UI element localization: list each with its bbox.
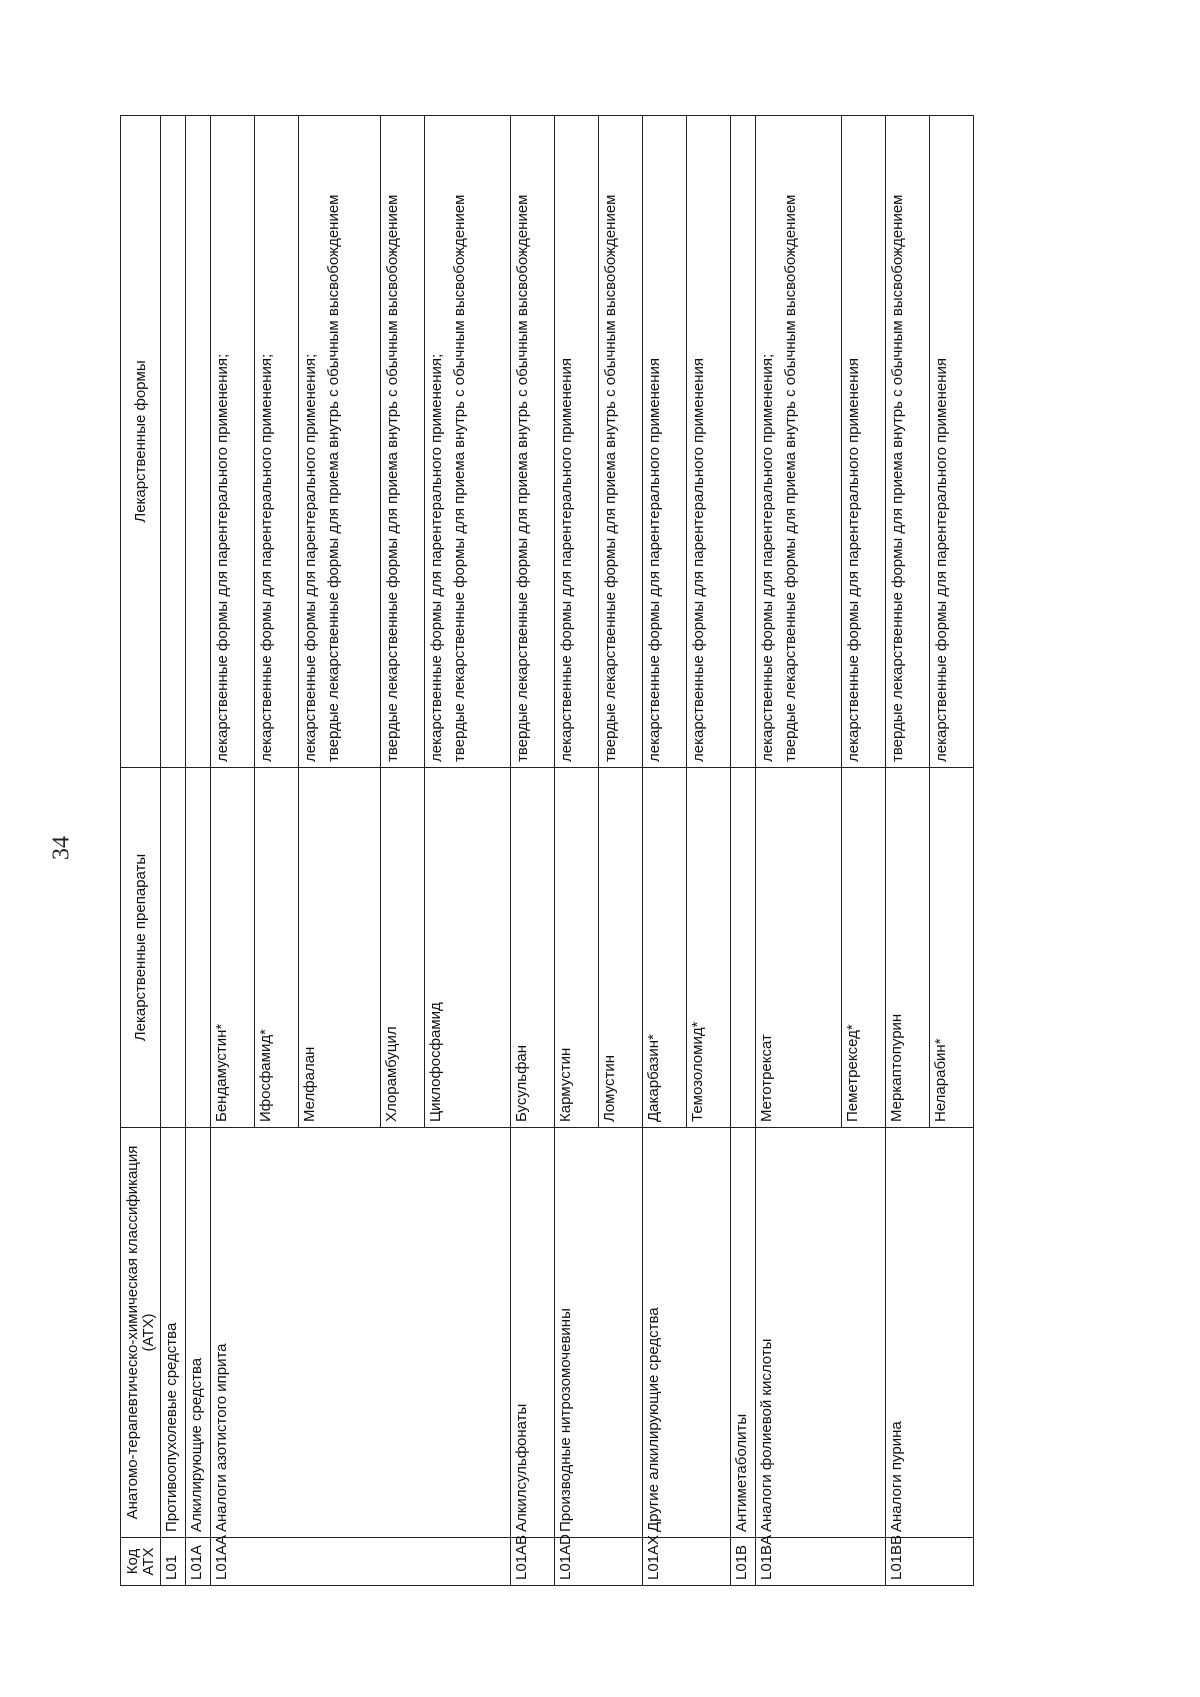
drug-cell: Бендамустин*	[211, 768, 255, 1128]
form-item: твердые лекарственные формы для приема внутрь с обычным высвобождением	[451, 194, 468, 762]
atc-code-cell: L01AB	[511, 1538, 555, 1586]
classification-cell: Аналоги пурина	[886, 1128, 974, 1538]
classification-cell: Аналоги азотистого иприта	[211, 1128, 511, 1538]
table-row	[511, 116, 555, 1586]
atc-code-cell: L01A	[186, 1538, 211, 1586]
form-item: лекарственные формы для парентерального применения;	[428, 353, 445, 762]
forms-cell	[643, 116, 687, 768]
form-item: твердые лекарственные формы для приема внутрь с обычным высвобождением	[514, 194, 531, 762]
form-item: твердые лекарственные формы для приема внутрь с обычным высвобождением	[889, 194, 906, 762]
atc-code-cell: L01BA	[756, 1538, 886, 1586]
classification-cell: Противоопухолевые средства	[161, 1128, 186, 1538]
forms-cell	[599, 116, 643, 768]
atc-code-cell: L01AD	[555, 1538, 643, 1586]
table-row	[161, 116, 186, 1586]
forms-cell	[511, 116, 555, 768]
table-row	[555, 116, 599, 1586]
atc-code-cell: L01BB	[886, 1538, 974, 1586]
form-item: лекарственные формы для парентерального применения;	[759, 353, 776, 762]
classification-cell: Другие алкилирующие средства	[643, 1128, 731, 1538]
drug-cell: Хлорамбуцил	[381, 768, 425, 1128]
atc-code-cell: L01AX	[643, 1538, 731, 1586]
form-item: лекарственные формы для парентерального применения	[690, 357, 707, 762]
classification-cell: Аналоги фолиевой кислоты	[756, 1128, 886, 1538]
forms-cell	[211, 116, 255, 768]
forms-cell	[886, 116, 930, 768]
table-row	[731, 116, 756, 1586]
page-number: 34	[48, 836, 75, 860]
forms-cell	[255, 116, 299, 768]
forms-cell	[687, 116, 731, 768]
forms-cell	[842, 116, 886, 768]
form-item: лекарственные формы для парентерального применения	[646, 357, 663, 762]
form-item: лекарственные формы для парентерального применения	[558, 357, 575, 762]
header-code: Код АТХ	[121, 1538, 161, 1586]
form-item: лекарственные формы для парентерального применения	[845, 357, 862, 762]
classification-cell: Алкилсульфонаты	[511, 1128, 555, 1538]
drug-cell: Темозоломид*	[687, 768, 731, 1128]
drug-cell: Пеметрексед*	[842, 768, 886, 1128]
forms-cell	[186, 116, 211, 768]
classification-cell: Производные нитрозомочевины	[555, 1128, 643, 1538]
drug-cell	[731, 768, 756, 1128]
drug-cell: Бусульфан	[511, 768, 555, 1128]
table-row	[186, 116, 211, 1586]
drug-cell: Дакарбазин*	[643, 768, 687, 1128]
forms-cell	[161, 116, 186, 768]
forms-cell	[930, 116, 974, 768]
rotated-table-container	[120, 116, 1080, 1586]
drug-cell	[161, 768, 186, 1128]
table-row	[886, 116, 930, 1586]
atc-code-cell: L01AA	[211, 1538, 511, 1586]
forms-cell	[425, 116, 511, 768]
form-item: лекарственные формы для парентерального применения	[933, 357, 950, 762]
classification-cell: Антиметаболиты	[731, 1128, 756, 1538]
form-item: лекарственные формы для парентерального применения;	[214, 353, 231, 762]
header-forms: Лекарственные формы	[121, 116, 161, 768]
forms-cell	[756, 116, 842, 768]
table-row	[756, 116, 842, 1586]
form-item: твердые лекарственные формы для приема внутрь с обычным высвобождением	[325, 194, 342, 762]
header-drugs: Лекарственные препараты	[121, 768, 161, 1128]
atc-drug-table	[120, 115, 974, 1586]
classification-cell: Алкилирующие средства	[186, 1128, 211, 1538]
forms-cell	[731, 116, 756, 768]
drug-cell: Ифосфамид*	[255, 768, 299, 1128]
drug-cell: Ломустин	[599, 768, 643, 1128]
table-row	[211, 116, 255, 1586]
forms-cell	[555, 116, 599, 768]
form-item: твердые лекарственные формы для приема внутрь с обычным высвобождением	[782, 194, 799, 762]
form-item: твердые лекарственные формы для приема внутрь с обычным высвобождением	[602, 194, 619, 762]
atc-code-cell: L01	[161, 1538, 186, 1586]
forms-cell	[299, 116, 381, 768]
forms-cell	[381, 116, 425, 768]
form-item: лекарственные формы для парентерального применения;	[302, 353, 319, 762]
drug-cell: Неларабин*	[930, 768, 974, 1128]
drug-cell	[186, 768, 211, 1128]
table-row	[643, 116, 687, 1586]
drug-cell: Мелфалан	[299, 768, 381, 1128]
drug-cell: Меркаптопурин	[886, 768, 930, 1128]
header-classification: Анатомо-терапевтическо-химическая классификация (АТХ)	[121, 1128, 161, 1538]
drug-cell: Кармустин	[555, 768, 599, 1128]
form-item: твердые лекарственные формы для приема внутрь с обычным высвобождением	[384, 194, 401, 762]
drug-cell: Циклофосфамид	[425, 768, 511, 1128]
drug-cell: Метотрексат	[756, 768, 842, 1128]
form-item: лекарственные формы для парентерального применения;	[258, 353, 275, 762]
atc-code-cell: L01B	[731, 1538, 756, 1586]
